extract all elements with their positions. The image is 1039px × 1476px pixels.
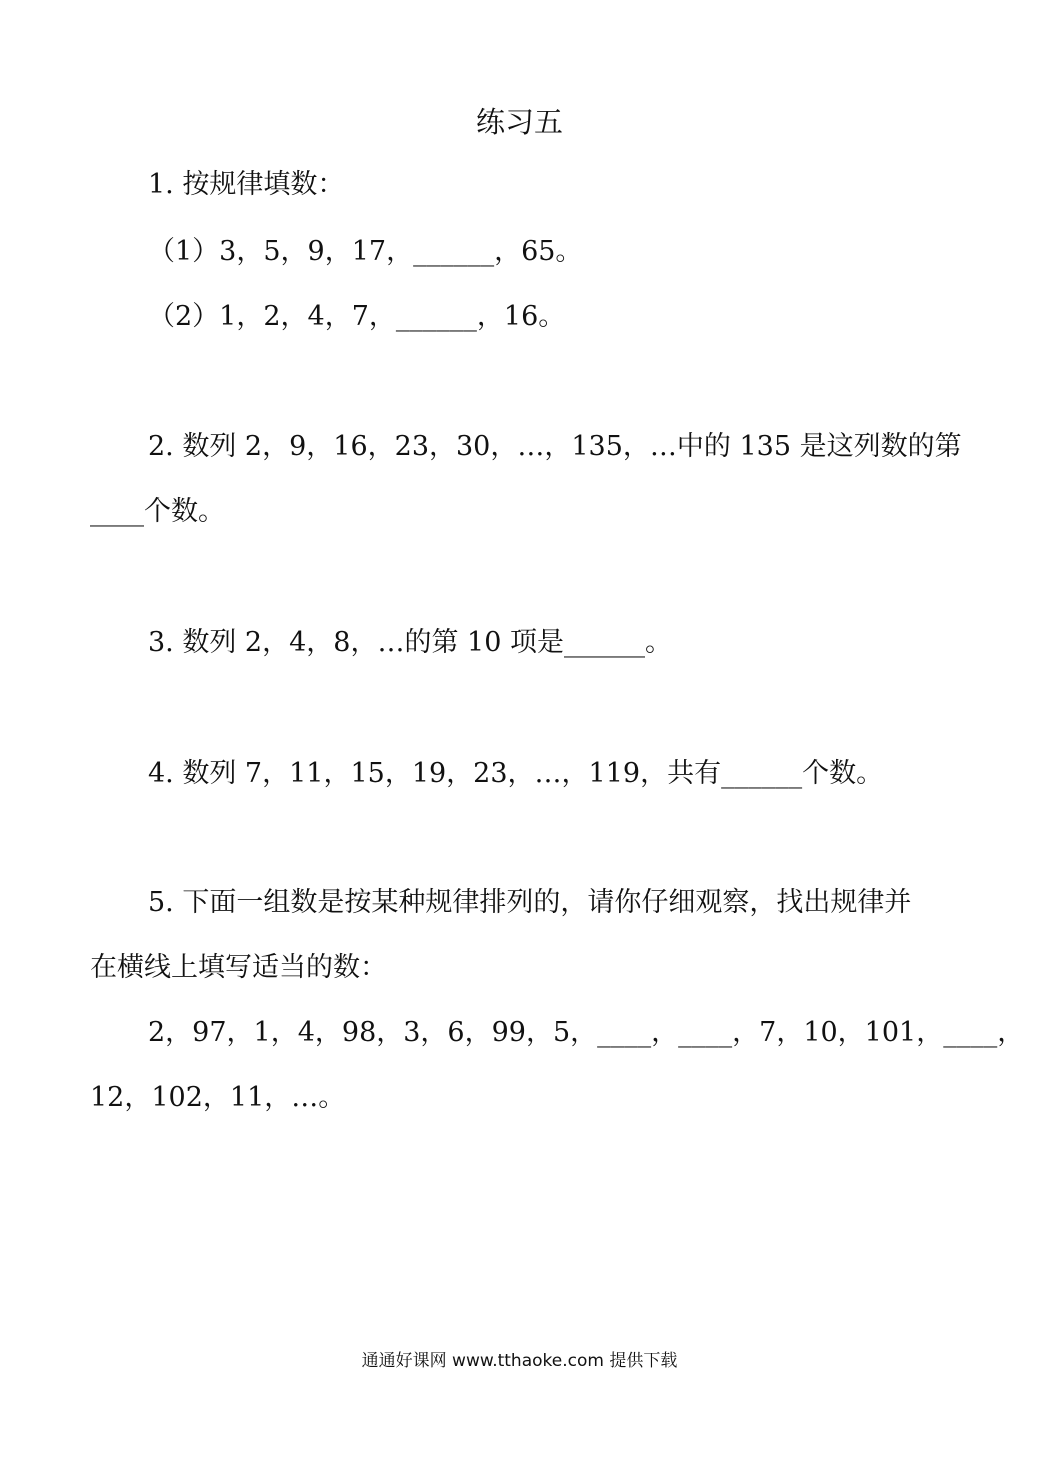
- footer-source-text: 通通好课网 www.tthaoke.com 提供下载: [361, 1351, 678, 1371]
- question-5-sequence-line-1: 2，97，1，4，98，3，6，99，5，____，____，7，10，101，____，: [148, 1017, 1025, 1048]
- question-3-line-1: 3. 数列 2，4，8，…的第 10 项是______。: [148, 627, 672, 658]
- question-5-line-1: 5. 下面一组数是按某种规律排列的，请你仔细观察，找出规律并: [148, 887, 912, 918]
- question-1-stem: 1. 按规律填数：: [148, 169, 345, 200]
- question-1-part-1: （1）3，5，9，17，______，65。: [148, 236, 583, 267]
- page-title: 练习五: [475, 105, 563, 139]
- question-4-line-1: 4. 数列 7，11，15，19，23，…，119，共有______个数。: [148, 758, 884, 789]
- question-5-line-2: 在横线上填写适当的数：: [90, 952, 387, 983]
- question-5-sequence-line-2: 12，102，11，…。: [90, 1082, 346, 1113]
- question-1-part-2: （2）1，2，4，7，______，16。: [148, 301, 566, 332]
- question-2-line-2: ____个数。: [90, 496, 225, 527]
- question-2-line-1: 2. 数列 2，9，16，23，30，…，135，…中的 135 是这列数的第: [148, 431, 962, 462]
